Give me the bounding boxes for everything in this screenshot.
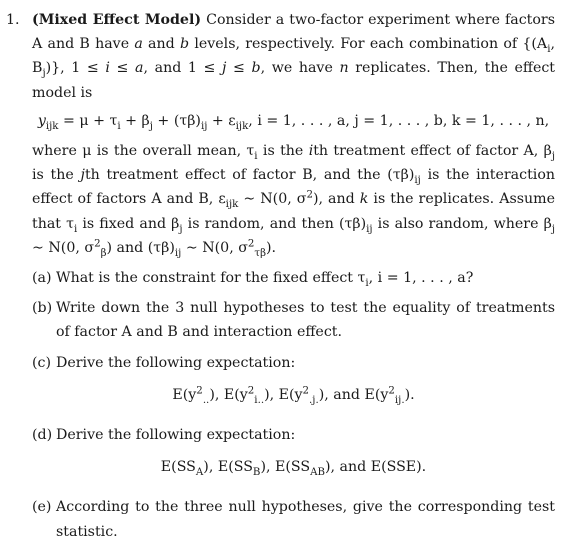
model-description: where μ is the overall mean, $\tau_i$ is the ith treatment effect of factor A, $\beta_j$ is the jth treatment effect of factor B, and the $(\tau\beta)_{ij}$ is the interaction effect of factors A and B, $\varepsilon_{ijk}$ ∼ N(0, $\sigma^2$), and k is the replicates. Assume that $\tau_i$ is fixed and $\beta_j$ is random, and then $(\tau\beta)_{ij}$ is also random, where $\beta_j$ ∼ N(0, $\sigma^2_\beta$) and $(\tau\beta)_{ij}$ ∼ N(0, $\sigma^2_{\tau\beta}$). [32, 143, 556, 259]
problem-1 [6, 8, 555, 550]
part-b: (b) Write down the 3 null hypotheses to test the equality of treatments of factor A and B and interaction effect. [32, 300, 555, 341]
part-d: (d) Derive the following expectation: $E(SS_A)$, $E(SS_B)$, $E(SS_{AB})$, and E(SSE). [32, 423, 555, 489]
problem-body [32, 8, 555, 550]
problem-intro: (Mixed Effect Model) Consider a two-factor experiment where factors A and B have a and b levels, respectively. For each combination of {($A_i$, $B_j$)}, 1 ≤ i ≤ a, and 1 ≤ j ≤ b, we have n replicates. Then, the effect model is [32, 12, 556, 101]
part-c: (c) Derive the following expectation: $E(y^2_{..})$, $E(y^2_{i..})$, $E(y^2_{.j.})$, and $E(y^2_{ij.})$. [32, 351, 555, 417]
part-e: (e) According to the three null hypotheses, give the corresponding test statistic. [32, 499, 555, 540]
problem-parts [32, 266, 555, 544]
problem-title: (Mixed Effect Model) [32, 12, 202, 28]
expectation-list-y: $E(y^2_{..})$, $E(y^2_{i..})$, $E(y^2_{.j.})$, and $E(y^2_{ij.})$. [172, 385, 415, 406]
part-a: (a) What is the constraint for the fixed effect $\tau_i$, i = 1, . . . , a? [32, 270, 474, 289]
model-equation: $y_{ijk} = \mu + \tau_i + \beta_j + (\tau\beta)_{ij} + \varepsilon_{ijk}$, i = 1, . . . , a, j = 1, . . . , b, k = 1, . . . , n, [37, 112, 550, 132]
expectation-list-ss: $E(SS_A)$, $E(SS_B)$, $E(SS_{AB})$, and E(SSE). [160, 459, 427, 479]
problem-number: 1. [6, 12, 20, 28]
